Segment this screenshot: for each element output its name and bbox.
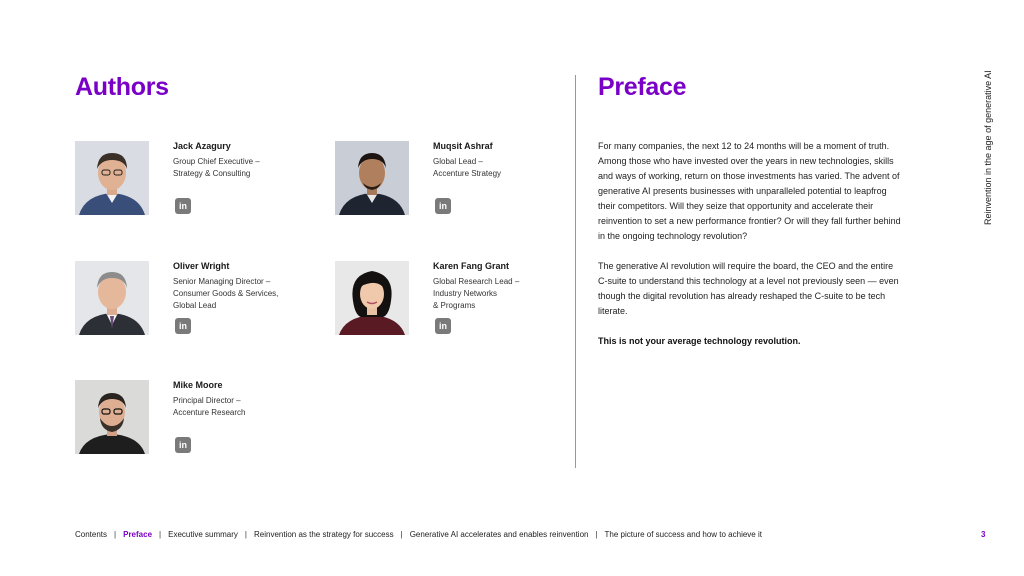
column-divider <box>575 75 576 468</box>
footer-separator: | <box>159 530 162 539</box>
author-name: Oliver Wright <box>173 261 230 271</box>
author-card-karen-fang-grant <box>335 261 575 341</box>
linkedin-icon[interactable]: in <box>175 437 191 453</box>
preface-paragraph: For many companies, the next 12 to 24 months will be a moment of truth. Among those who have invested over the years in new technologies, skills and ways of working, return on those investments has varied. The advent of generative AI presents businesses with unparalleled potential to leapfrog their competitors. Will they seize that opportunity and accelerate their reinvention to set a new performance frontier? Or will they fall further behind in the ongoing technology revolution? <box>598 141 901 241</box>
author-card-jack-azagury <box>75 141 315 221</box>
footer-link-reinvention-strategy[interactable]: Reinvention as the strategy for success <box>253 530 394 539</box>
linkedin-icon[interactable]: in <box>175 318 191 334</box>
footer-link-executive-summary[interactable]: Executive summary <box>168 530 238 539</box>
footer-link-preface[interactable]: Preface <box>123 530 153 539</box>
footer-nav <box>75 530 762 539</box>
author-name: Jack Azagury <box>173 141 231 151</box>
author-role: Senior Managing Director – Consumer Goods & Services, Global Lead <box>173 277 279 310</box>
document-side-title: Reinvention in the age of generative AI <box>983 70 993 225</box>
preface-body <box>598 139 903 364</box>
author-photo <box>75 141 149 215</box>
page-number: 3 <box>981 530 986 539</box>
footer-separator: | <box>400 530 403 539</box>
author-photo <box>335 141 409 215</box>
authors-title: Authors <box>75 73 169 101</box>
preface-paragraph: The generative AI revolution will require the board, the CEO and the entire C-suite to understand this technology at a level not previously seen — even though the digital revolution has already reshaped the C-suite to be tech literate. <box>598 261 899 316</box>
author-photo <box>75 380 149 454</box>
author-card-oliver-wright <box>75 261 315 341</box>
author-card-muqsit-ashraf <box>335 141 575 221</box>
footer-separator: | <box>114 530 117 539</box>
linkedin-icon[interactable]: in <box>175 198 191 214</box>
author-card-mike-moore <box>75 380 315 460</box>
linkedin-icon[interactable]: in <box>435 318 451 334</box>
author-photo <box>75 261 149 335</box>
author-name: Mike Moore <box>173 380 223 390</box>
author-role: Principal Director – Accenture Research <box>173 396 246 417</box>
linkedin-icon[interactable]: in <box>435 198 451 214</box>
preface-title: Preface <box>598 73 687 101</box>
author-photo <box>335 261 409 335</box>
footer-link-contents[interactable]: Contents <box>75 530 108 539</box>
footer-separator: | <box>244 530 247 539</box>
footer-link-picture-of-success[interactable]: The picture of success and how to achieve it <box>604 530 762 539</box>
author-role: Global Lead – Accenture Strategy <box>433 157 502 178</box>
author-name: Muqsit Ashraf <box>433 141 493 151</box>
footer-link-generative-ai[interactable]: Generative AI accelerates and enables reinvention <box>409 530 589 539</box>
footer-separator: | <box>595 530 598 539</box>
preface-closing: This is not your average technology revolution. <box>598 336 801 346</box>
author-role: Global Research Lead – Industry Networks & Programs <box>433 277 520 310</box>
author-role: Group Chief Executive – Strategy & Consulting <box>173 157 260 178</box>
author-name: Karen Fang Grant <box>433 261 510 271</box>
